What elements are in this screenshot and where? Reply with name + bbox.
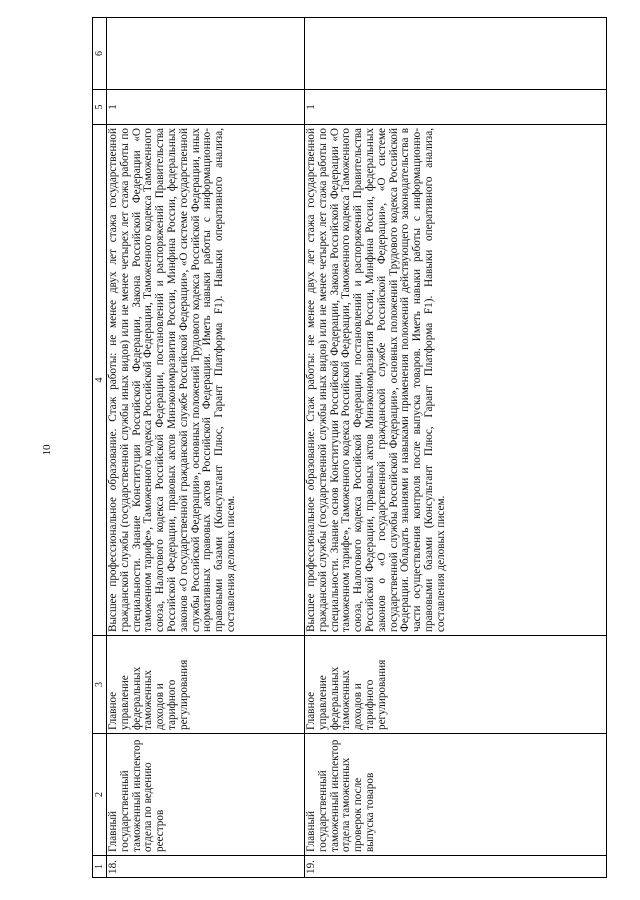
- empty-cell: [305, 18, 607, 90]
- vacancy-count: 1: [305, 90, 607, 125]
- department-name: Главное управление федеральных таможенных доходов и тарифного регулирования: [107, 636, 305, 734]
- header-cell: 6: [93, 18, 107, 90]
- header-row: [93, 18, 107, 878]
- row-number: 18.: [107, 856, 305, 878]
- qualification-requirements: Высшее профессиональное образование. Стаж работы: не менее двух лет стажа государственной гражданской службы (государственной службы иных видов) или не менее четырех лет стажа работы по специальности. Знание основ Конституции Российской Федерации, Закона Российской Федерации «О таможенном тарифе», Таможенного кодекса Российской Федерации, Таможенного кодекса Таможенного союза, Налогового кодекса Российской Федерации, постановлений и распоряжений Правительства Российской Федерации, правовых актов Минэкономразвития России, Минфина России, федеральных законов о «О государственной гражданской службе Российской Федерации», «О системе государственной службы Российской Федерации», основных положений Трудового кодекса Российской Федерации. Обладать знаниями и навыками применения положений действующего законодательства в части осуществления контроля после выпуска товаров. Иметь навыки работы с информационно-правовыми базами (Консультант Плюс, Гарант Платформа F1). Навыки оперативного анализа, составления деловых писем.: [305, 125, 607, 636]
- table-row: [107, 18, 305, 878]
- header-cell: 1: [93, 856, 107, 878]
- position-title: Главный государственный таможенный инспектор отдела по ведению реестров: [107, 734, 305, 856]
- position-title: Главный государственный таможенный инспектор отдела таможенных проверок после выпуска товаров: [305, 734, 607, 856]
- qualification-requirements: Высшее профессиональное образование. Стаж работы: не менее двух лет стажа государственной гражданской службы (государственной службы иных видов) или не менее четырех лет стажа работы по специальности. Знание Конституции Российской Федерации, Закона Российской Федерации «О таможенном тарифе», Таможенного кодекса Российской Федерации, Таможенного кодекса Таможенного союза, Налогового кодекса Российской Федерации, постановлений и распоряжений Правительства Российской Федерации, правовых актов Минэкономразвития России, Минфина России, федеральных законов «О государственной гражданской службе Российской Федерации», «О системе государственной службы Российской Федерации», основных положений Трудового кодекса Российской Федерации, иных нормативных правовых актов Российской Федерации. Иметь навыки работы с информационно-правовыми базами (Консультант Плюс, Гарант Платформа F1). Навыки оперативного анализа, составления деловых писем.: [107, 125, 305, 636]
- vacancy-count: 1: [107, 90, 305, 125]
- header-cell: 2: [93, 734, 107, 856]
- vacancy-table: [92, 17, 607, 878]
- table-row: [305, 18, 607, 878]
- empty-cell: [107, 18, 305, 90]
- row-number: 19.: [305, 856, 607, 878]
- header-cell: 5: [93, 90, 107, 125]
- department-name: Главное управление федеральных таможенных доходов и тарифного регулирования: [305, 636, 607, 734]
- page-number: 10: [41, 444, 53, 456]
- header-cell: 3: [93, 636, 107, 734]
- header-cell: 4: [93, 125, 107, 636]
